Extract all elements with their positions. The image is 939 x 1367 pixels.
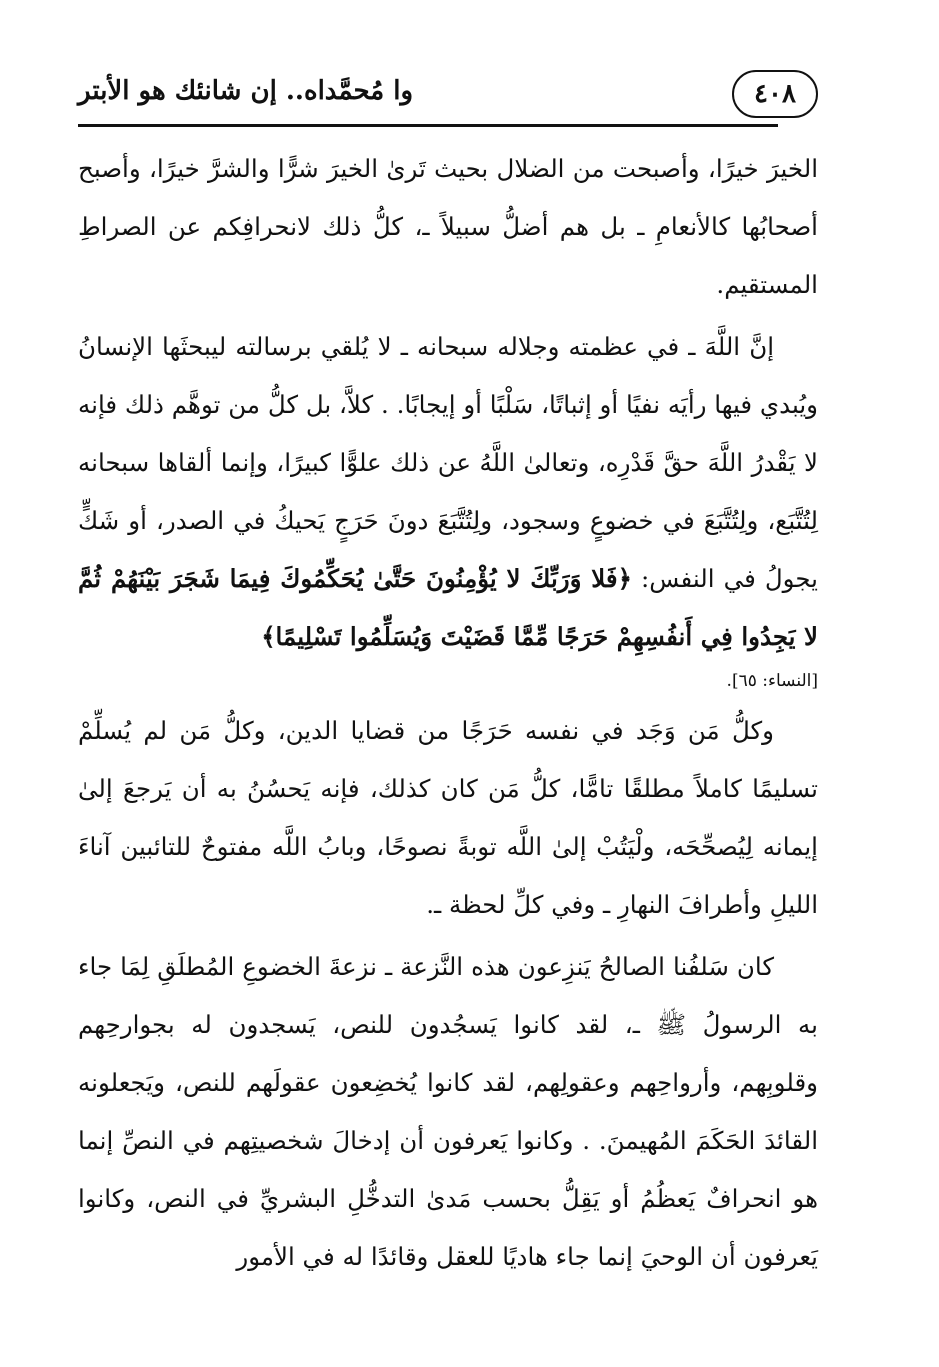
quran-verse: ﴿فَلا وَرَبِّكَ لا يُؤْمِنُونَ حَتَّىٰ يُحَكِّمُوكَ فِيمَا شَجَرَ بَيْنَهُمْ ثُمَّ لا يَجِدُوا فِي أَنفُسِهِمْ حَرَجًا مِّمَّا قَضَيْتَ وَيُسَلِّمُوا تَسْلِيمًا﴾ (78, 564, 818, 651)
paragraph: كان سَلفُنا الصالحُ يَنزِعون هذه النَّزعة ـ نزعةَ الخضوعِ المُطلَقِ لِمَا جاء به الرسولُ ﷺ ـ، لقد كانوا يَسجُدون للنص، يَسجدون له بجوارحِهم وقلوبِهم، وأرواحِهم وعقولِهم، لقد كانوا يُخضِعون عقولَهم للنص، ويَجعلونه القائدَ الحَكَمَ المُهيمنَ. . وكانوا يَعرفون أن إدخالَ شخصيتِهم في النصِّ إنما هو انحرافٌ يَعظُمُ أو يَقِلُّ بحسب مَدىٰ التدخُّلِ البشريِّ في النص، وكانوا يَعرفون أن الوحيَ إنما جاء هاديًا للعقل وقائدًا له في الأمور (78, 952, 818, 1271)
quran-citation: [النساء: ٦٥]. (726, 671, 818, 691)
running-title: وا مُحمَّداه.. إن شانئك هو الأبتر (78, 76, 414, 106)
page-body (78, 140, 818, 1286)
page-number-badge: ٤٠٨ (732, 70, 818, 118)
page-header (78, 62, 818, 128)
paragraph-continuation: الخيرَ خيرًا، وأصبحت من الضلال بحيث تَرىٰ الخيرَ شرًّا والشرَّ خيرًا، وأصبح أصحابُها كالأنعامِ ـ بل هم أضلُّ سبيلاً ـ، كلُّ ذلك لانحرافِكم عن الصراطِ المستقيم. (78, 154, 818, 299)
paragraph (78, 318, 818, 666)
header-rule (78, 124, 778, 127)
paragraph-text: إنَّ اللَّهَ ـ في عظمته وجلاله سبحانه ـ لا يُلقي برسالته ليبحثَها الإنسانُ ويُبدي فيها رأيَه نفيًا أو إثباتًا، سَلْبًا أو إيجابًا. . كلاَّ، بل كلُّ من توهَّم ذلك فإنه لا يَقْدرُ اللَّهَ حقَّ قَدْرِه، وتعالىٰ اللَّهُ عن ذلك علوًّا كبيرًا، وإنما ألقاها سبحانه لِتُتَّبَع، ولِتُتَّبَعَ في خضوعٍ وسجود، ولِتُتَّبَعَ دونَ حَرَجٍ يَحيكُ في الصدر، أو شَكٍّ يجولُ في النفس: (78, 332, 818, 593)
paragraph: وكلُّ مَن وَجَد في نفسه حَرَجًا من قضايا الدين، وكلُّ مَن لم يُسلِّمْ تسليمًا كاملاً مطلقًا تامًّا، كلُّ مَن كان كذلك، فإنه يَحسُنُ به أن يَرجعَ إلىٰ إيمانه لِيُصحِّحَه، ولْيَتُبْ إلىٰ اللَّه توبةً نصوحًا، وبابُ اللَّه مفتوحٌ للتائبين آناءَ الليلِ وأطرافَ النهارِ ـ وفي كلِّ لحظة ـ. (78, 716, 818, 919)
